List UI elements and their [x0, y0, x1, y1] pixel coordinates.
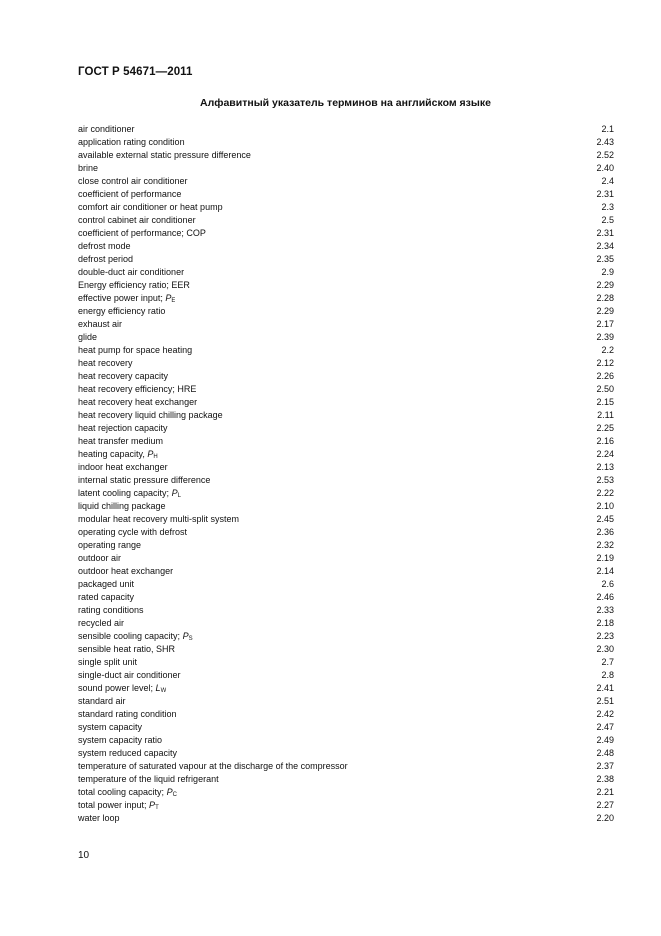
index-term-text: heat recovery liquid chilling package — [78, 410, 223, 420]
term-symbol: L — [155, 683, 161, 693]
index-term — [78, 734, 162, 747]
index-term-text: exhaust air — [78, 319, 123, 329]
index-entry — [78, 149, 614, 162]
page-title: Алфавитный указатель терминов на английском языке — [200, 97, 491, 109]
index-term-text: sensible cooling capacity; — [78, 631, 183, 641]
index-term-text: standard air — [78, 696, 126, 706]
index-term — [78, 539, 141, 552]
index-term-text: indoor heat exchanger — [78, 462, 168, 472]
index-term-text: double-duct air conditioner — [78, 267, 185, 277]
index-term-text: standard rating condition — [78, 709, 177, 719]
index-term — [78, 500, 166, 513]
index-entry — [78, 422, 614, 435]
index-reference: 2.19 — [596, 553, 614, 563]
index-term-text: heat rejection capacity — [78, 423, 168, 433]
index-entry — [78, 435, 614, 448]
index-entry — [78, 513, 614, 526]
index-term-text: heat recovery efficiency; HRE — [78, 384, 197, 394]
index-entry — [78, 786, 614, 799]
index-reference: 2.29 — [596, 306, 614, 316]
index-term — [78, 461, 168, 474]
term-symbol-subscript: H — [153, 454, 158, 460]
index-reference: 2.53 — [596, 475, 614, 485]
index-term — [78, 773, 219, 786]
index-reference: 2.17 — [596, 319, 614, 329]
index-entry — [78, 253, 614, 266]
index-term-text: effective power input; — [78, 293, 166, 303]
index-reference: 2.26 — [596, 371, 614, 381]
index-reference: 2.9 — [601, 267, 614, 277]
term-symbol-subscript: E — [171, 298, 176, 304]
index-term — [78, 526, 187, 539]
index-term — [78, 162, 98, 175]
index-entry — [78, 617, 614, 630]
index-term — [78, 188, 181, 201]
index-entry — [78, 344, 614, 357]
index-term-text: coefficient of performance; COP — [78, 228, 206, 238]
index-reference: 2.22 — [596, 488, 614, 498]
index-reference: 2.50 — [596, 384, 614, 394]
index-reference: 2.13 — [596, 462, 614, 472]
index-term-text: total cooling capacity; — [78, 787, 167, 797]
index-entry — [78, 500, 614, 513]
index-term-text: single split unit — [78, 657, 138, 667]
index-term-text: defrost mode — [78, 241, 131, 251]
index-entry — [78, 695, 614, 708]
index-term-text: total power input; — [78, 800, 150, 810]
index-term — [78, 279, 190, 292]
index-reference: 2.8 — [601, 670, 614, 680]
index-reference: 2.33 — [596, 605, 614, 615]
index-entry — [78, 669, 614, 682]
index-term — [78, 227, 206, 240]
index-reference: 2.21 — [596, 787, 614, 797]
index-term — [78, 149, 251, 162]
index-entry — [78, 188, 614, 201]
index-term-text: system capacity — [78, 722, 143, 732]
index-term — [78, 318, 122, 331]
index-reference: 2.4 — [601, 176, 614, 186]
index-term — [78, 136, 185, 149]
index-term — [78, 240, 131, 253]
index-term — [78, 383, 196, 396]
index-term-text: application rating condition — [78, 137, 185, 147]
index-reference: 2.2 — [601, 345, 614, 355]
page-number: 10 — [78, 850, 90, 861]
index-reference: 2.10 — [596, 501, 614, 511]
index-term-text: rating conditions — [78, 605, 144, 615]
index-entry — [78, 474, 614, 487]
index-term-text: outdoor air — [78, 553, 122, 563]
index-term — [78, 695, 126, 708]
index-term — [78, 630, 193, 643]
index-reference: 2.49 — [596, 735, 614, 745]
index-reference: 2.30 — [596, 644, 614, 654]
index-entry — [78, 812, 614, 825]
term-symbol-subscript: L — [177, 493, 181, 499]
index-term — [78, 799, 159, 812]
index-entry — [78, 487, 614, 500]
index-entry — [78, 747, 614, 760]
index-entry — [78, 708, 614, 721]
index-entry — [78, 175, 614, 188]
index-term — [78, 552, 121, 565]
index-entry — [78, 240, 614, 253]
index-term — [78, 331, 97, 344]
index-term — [78, 643, 175, 656]
index-term-text: temperature of the liquid refrigerant — [78, 774, 219, 784]
index-entry — [78, 565, 614, 578]
index-term — [78, 266, 184, 279]
index-term-text: glide — [78, 332, 98, 342]
index-reference: 2.52 — [596, 150, 614, 160]
term-symbol-subscript: T — [155, 805, 159, 811]
index-reference: 2.11 — [597, 410, 614, 420]
index-reference: 2.39 — [596, 332, 614, 342]
index-term-text: energy efficiency ratio — [78, 306, 166, 316]
index-reference: 2.46 — [596, 592, 614, 602]
index-term-text: latent cooling capacity; — [78, 488, 172, 498]
index-entry — [78, 461, 614, 474]
index-reference: 2.28 — [596, 293, 614, 303]
index-reference: 2.25 — [596, 423, 614, 433]
index-term — [78, 669, 181, 682]
index-term — [78, 357, 133, 370]
index-term — [78, 513, 239, 526]
index-reference: 2.31 — [596, 189, 614, 199]
index-term-text: internal static pressure difference — [78, 475, 211, 485]
index-entry — [78, 773, 614, 786]
index-reference: 2.12 — [596, 358, 614, 368]
index-reference: 2.43 — [596, 137, 614, 147]
index-term-text: system reduced capacity — [78, 748, 178, 758]
term-symbol: P — [149, 800, 156, 810]
index-term — [78, 344, 192, 357]
index-term-text: heating capacity, — [78, 449, 148, 459]
index-term — [78, 656, 137, 669]
term-symbol-subscript: W — [160, 688, 167, 694]
index-entry — [78, 214, 614, 227]
index-reference: 2.40 — [596, 163, 614, 173]
index-entry — [78, 396, 614, 409]
index-reference: 2.47 — [596, 722, 614, 732]
index-entry — [78, 630, 614, 643]
index-reference: 2.27 — [596, 800, 614, 810]
index-reference: 2.5 — [601, 215, 614, 225]
index-reference: 2.14 — [596, 566, 614, 576]
term-symbol-subscript: C — [172, 792, 177, 798]
index-term — [78, 786, 177, 799]
index-term — [78, 292, 175, 305]
index-term — [78, 682, 166, 695]
index-reference: 2.41 — [596, 683, 614, 693]
index-entry — [78, 123, 614, 136]
index-term — [78, 370, 168, 383]
index-term-text: operating range — [78, 540, 142, 550]
term-symbol: P — [147, 449, 154, 459]
index-reference: 2.51 — [596, 696, 614, 706]
index-entry — [78, 370, 614, 383]
index-entry — [78, 591, 614, 604]
index-term-text: sound power level; — [78, 683, 156, 693]
index-reference: 2.7 — [601, 657, 614, 667]
index-term-text: recycled air — [78, 618, 125, 628]
index-term-text: operating cycle with defrost — [78, 527, 188, 537]
index-term-text: Energy efficiency ratio; EER — [78, 280, 190, 290]
index-term — [78, 812, 120, 825]
index-term-text: liquid chilling package — [78, 501, 166, 511]
index-term — [78, 721, 142, 734]
index-entry — [78, 760, 614, 773]
index-term-text: heat pump for space heating — [78, 345, 193, 355]
index-term-text: packaged unit — [78, 579, 135, 589]
index-term — [78, 487, 181, 500]
index-term-text: coefficient of performance — [78, 189, 182, 199]
term-symbol: P — [166, 787, 173, 797]
index-term-text: heat recovery — [78, 358, 133, 368]
index-entry — [78, 292, 614, 305]
index-term — [78, 422, 168, 435]
index-term-text: heat transfer medium — [78, 436, 164, 446]
index-term-text: comfort air conditioner or heat pump — [78, 202, 223, 212]
index-entry — [78, 305, 614, 318]
term-symbol-subscript: S — [188, 636, 193, 642]
index-reference: 2.1 — [601, 124, 614, 134]
index-term-text: heat recovery heat exchanger — [78, 397, 198, 407]
index-reference: 2.16 — [596, 436, 614, 446]
index-entry — [78, 643, 614, 656]
index-reference: 2.37 — [596, 761, 614, 771]
index-entry — [78, 279, 614, 292]
index-term — [78, 201, 223, 214]
document-header: ГОСТ Р 54671—2011 — [78, 66, 193, 78]
index-term — [78, 747, 177, 760]
index-entry — [78, 201, 614, 214]
index-term-text: sensible heat ratio, SHR — [78, 644, 176, 654]
term-symbol: P — [165, 293, 172, 303]
index-entry — [78, 383, 614, 396]
index-reference: 2.6 — [601, 579, 614, 589]
index-entry — [78, 266, 614, 279]
index-reference: 2.45 — [596, 514, 614, 524]
index-term-text: temperature of saturated vapour at the discharge of the compressor — [78, 761, 348, 771]
term-index-list — [78, 123, 614, 825]
index-reference: 2.18 — [596, 618, 614, 628]
index-reference: 2.20 — [596, 813, 614, 823]
index-entry — [78, 409, 614, 422]
index-entry — [78, 552, 614, 565]
index-reference: 2.48 — [596, 748, 614, 758]
index-entry — [78, 656, 614, 669]
index-term-text: rated capacity — [78, 592, 135, 602]
index-term — [78, 123, 135, 136]
index-term — [78, 708, 177, 721]
index-term — [78, 617, 124, 630]
index-term — [78, 578, 134, 591]
index-entry — [78, 799, 614, 812]
index-reference: 2.42 — [596, 709, 614, 719]
index-term — [78, 474, 210, 487]
index-term — [78, 409, 223, 422]
index-term-text: defrost period — [78, 254, 134, 264]
index-reference: 2.31 — [596, 228, 614, 238]
index-reference: 2.35 — [596, 254, 614, 264]
index-reference: 2.24 — [596, 449, 614, 459]
index-term — [78, 760, 348, 773]
index-term-text: control cabinet air conditioner — [78, 215, 196, 225]
index-term — [78, 604, 144, 617]
index-term-text: water loop — [78, 813, 120, 823]
index-entry — [78, 162, 614, 175]
index-entry — [78, 526, 614, 539]
index-entry — [78, 331, 614, 344]
index-term — [78, 175, 188, 188]
index-entry — [78, 357, 614, 370]
index-term-text: available external static pressure difference — [78, 150, 251, 160]
index-entry — [78, 578, 614, 591]
term-symbol: P — [182, 631, 189, 641]
index-term — [78, 591, 134, 604]
index-term-text: outdoor heat exchanger — [78, 566, 174, 576]
index-entry — [78, 604, 614, 617]
index-term — [78, 448, 158, 461]
index-term-text: modular heat recovery multi-split system — [78, 514, 240, 524]
index-reference: 2.29 — [596, 280, 614, 290]
index-term-text: air conditioner — [78, 124, 135, 134]
index-term-text: brine — [78, 163, 99, 173]
index-term — [78, 435, 163, 448]
index-entry — [78, 136, 614, 149]
index-entry — [78, 227, 614, 240]
index-reference: 2.34 — [596, 241, 614, 251]
index-term — [78, 253, 133, 266]
index-reference: 2.36 — [596, 527, 614, 537]
term-symbol: P — [171, 488, 178, 498]
index-entry — [78, 318, 614, 331]
index-term-text: single-duct air conditioner — [78, 670, 181, 680]
index-reference: 2.23 — [596, 631, 614, 641]
index-term-text: system capacity ratio — [78, 735, 163, 745]
index-reference: 2.15 — [596, 397, 614, 407]
index-entry — [78, 734, 614, 747]
index-term — [78, 214, 196, 227]
index-term — [78, 396, 197, 409]
index-reference: 2.32 — [596, 540, 614, 550]
index-entry — [78, 682, 614, 695]
index-term-text: close control air conditioner — [78, 176, 188, 186]
index-entry — [78, 721, 614, 734]
index-reference: 2.3 — [601, 202, 614, 212]
index-term-text: heat recovery capacity — [78, 371, 169, 381]
index-entry — [78, 448, 614, 461]
index-term — [78, 565, 173, 578]
index-term — [78, 305, 165, 318]
index-reference: 2.38 — [596, 774, 614, 784]
index-entry — [78, 539, 614, 552]
